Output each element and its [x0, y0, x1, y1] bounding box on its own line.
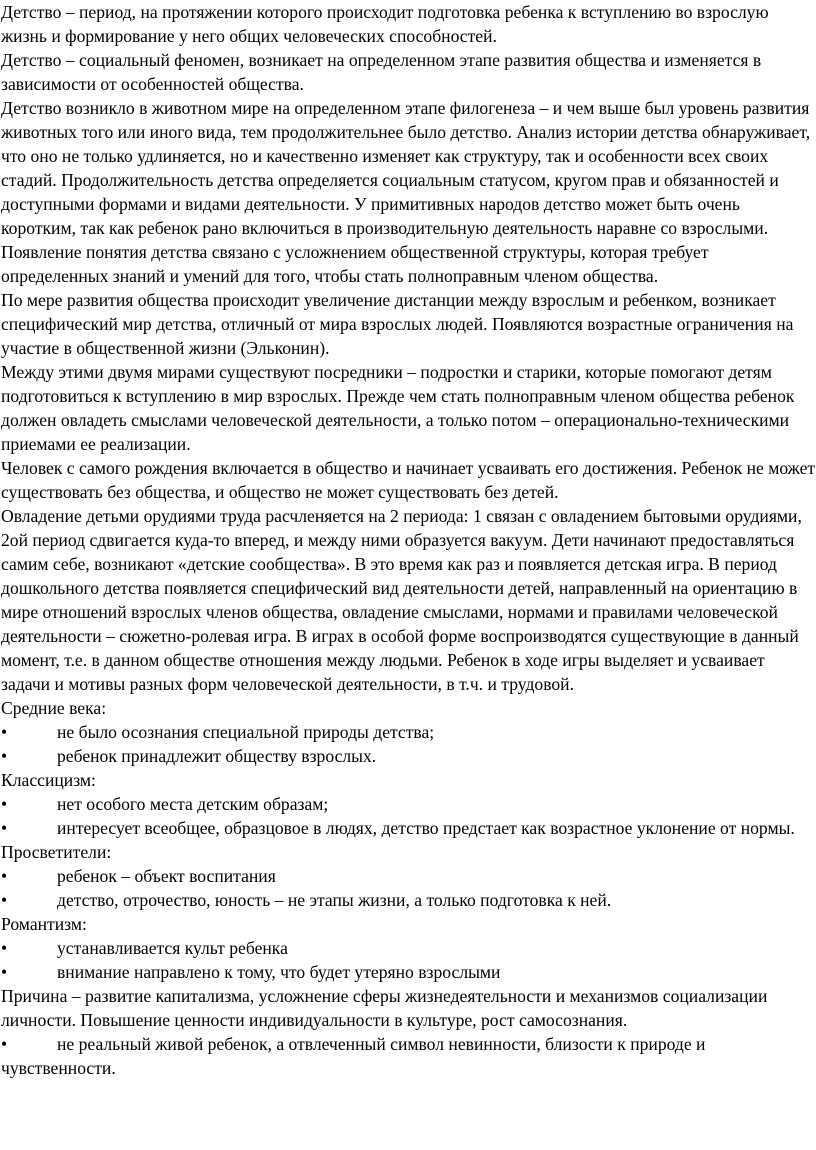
bullet-icon: •: [1, 938, 8, 958]
paragraph-definition: Детство – период, на протяжении которого происходит подготовка ребенка к вступлению во взрослую жизнь и формирование у него общих человеческих способностей.: [1, 2, 769, 46]
paragraph-distance: По мере развития общества происходит увеличение дистанции между взрослым и ребенком, возникает специфический мир детства, отличный от мира взрослых людей. Появляются возрастные ограничения на участие в общественной жизни (Эльконин).: [1, 290, 794, 358]
list-item-text: не реальный живой ребенок, а отвлеченный символ невинности, близости к природе и чувственности.: [1, 1034, 706, 1078]
list-item: [1, 744, 816, 768]
bullet-icon: •: [1, 746, 8, 766]
list-item-text: нет особого места детским образам;: [57, 794, 329, 814]
bullet-icon: •: [1, 818, 8, 838]
bullet-icon: •: [1, 866, 8, 886]
list-item-text: не было осознания специальной природы детства;: [57, 722, 435, 742]
bullet-icon: •: [1, 722, 8, 742]
list-item: [1, 936, 816, 960]
heading-classicism: Классицизм:: [1, 770, 96, 790]
heading-enlighteners: Просветители:: [1, 842, 112, 862]
list-item: [1, 792, 816, 816]
list-item: [1, 1032, 816, 1080]
bullet-icon: •: [1, 794, 8, 814]
list-item: [1, 864, 816, 888]
paragraph-phylogenesis: Детство возникло в животном мире на определенном этапе филогенеза – и чем выше был уровень развития животных того или иного вида, тем продолжительнее было детство. Анализ истории детства обнаруживает, что оно не только удлиняется, но и качественно изменяет как структуру, так и особенности всех своих стадий. Продолжительность детства определяется социальным статусом, кругом прав и обязанностей и доступными формами и видами деятельности. У примитивных народов детство может быть очень коротким, так как ребенок рано включиться в производительную деятельность наравне со взрослыми.: [1, 98, 811, 238]
paragraph-concept-origin: Появление понятия детства связано с усложнением общественной структуры, которая требует определенных знаний и умений для того, чтобы стать полноправным членом общества.: [1, 242, 709, 286]
paragraph-reason: Причина – развитие капитализма, усложнение сферы жизнедеятельности и механизмов социализации личности. Повышение ценности индивидуальности в культуре, рост самосознания.: [1, 986, 768, 1030]
list-item-text: внимание направлено к тому, что будет утеряно взрослыми: [57, 962, 501, 982]
list-item: [1, 960, 816, 984]
list-item: [1, 888, 816, 912]
list-item-text: ребенок принадлежит обществу взрослых.: [57, 746, 377, 766]
paragraph-society: Человек с самого рождения включается в общество и начинает усваивать его достижения. Ребенок не может существовать без общества, и общество не может существовать без детей.: [1, 458, 816, 502]
list-item-text: интересует всеобщее, образцовое в людях, детство предстает как возрастное уклонение от нормы.: [57, 818, 795, 838]
bullet-icon: •: [1, 890, 8, 910]
list-item-text: ребенок – объект воспитания: [57, 866, 276, 886]
heading-romanticism: Романтизм:: [1, 914, 87, 934]
list-item: [1, 720, 816, 744]
list-item: [1, 816, 816, 840]
paragraph-mediators: Между этими двумя мирами существуют посредники – подростки и старики, которые помогают детям подготовиться к вступлению в мир взрослых. Прежде чем стать полноправным членом общества ребенок должен овладеть смыслами человеческой деятельности, а только потом – операционально-техническими приемами ее реализации.: [1, 362, 795, 454]
paragraph-tools-and-play: Овладение детьми орудиями труда расчленяется на 2 периода: 1 связан с овладением бытовыми орудиями, 2ой период сдвигается куда-то вперед, и между ними образуется вакуум. Дети начинают предоставляться самим себе, возникают «детские сообщества». В это время как раз и появляется детская игра. В период дошкольного детства появляется специфический вид деятельности детей, направленный на ориентацию в мире отношений взрослых членов общества, овладение смыслами, нормами и правилами человеческой деятельности – сюжетно-ролевая игра. В играх в особой форме воспроизводятся существующие в данный момент, т.е. в данном обществе отношения между людьми. Ребенок в ходе игры выделяет и усваивает задачи и мотивы разных форм человеческой деятельности, в т.ч. и трудовой.: [1, 506, 802, 694]
list-item-text: детство, отрочество, юность – не этапы жизни, а только подготовка к ней.: [57, 890, 612, 910]
heading-middle-ages: Средние века:: [1, 698, 107, 718]
bullet-icon: •: [1, 1034, 8, 1054]
paragraph-social-phenomenon: Детство – социальный феномен, возникает на определенном этапе развития общества и изменяется в зависимости от особенностей общества.: [1, 50, 762, 94]
bullet-icon: •: [1, 962, 8, 982]
list-item-text: устанавливается культ ребенка: [57, 938, 288, 958]
